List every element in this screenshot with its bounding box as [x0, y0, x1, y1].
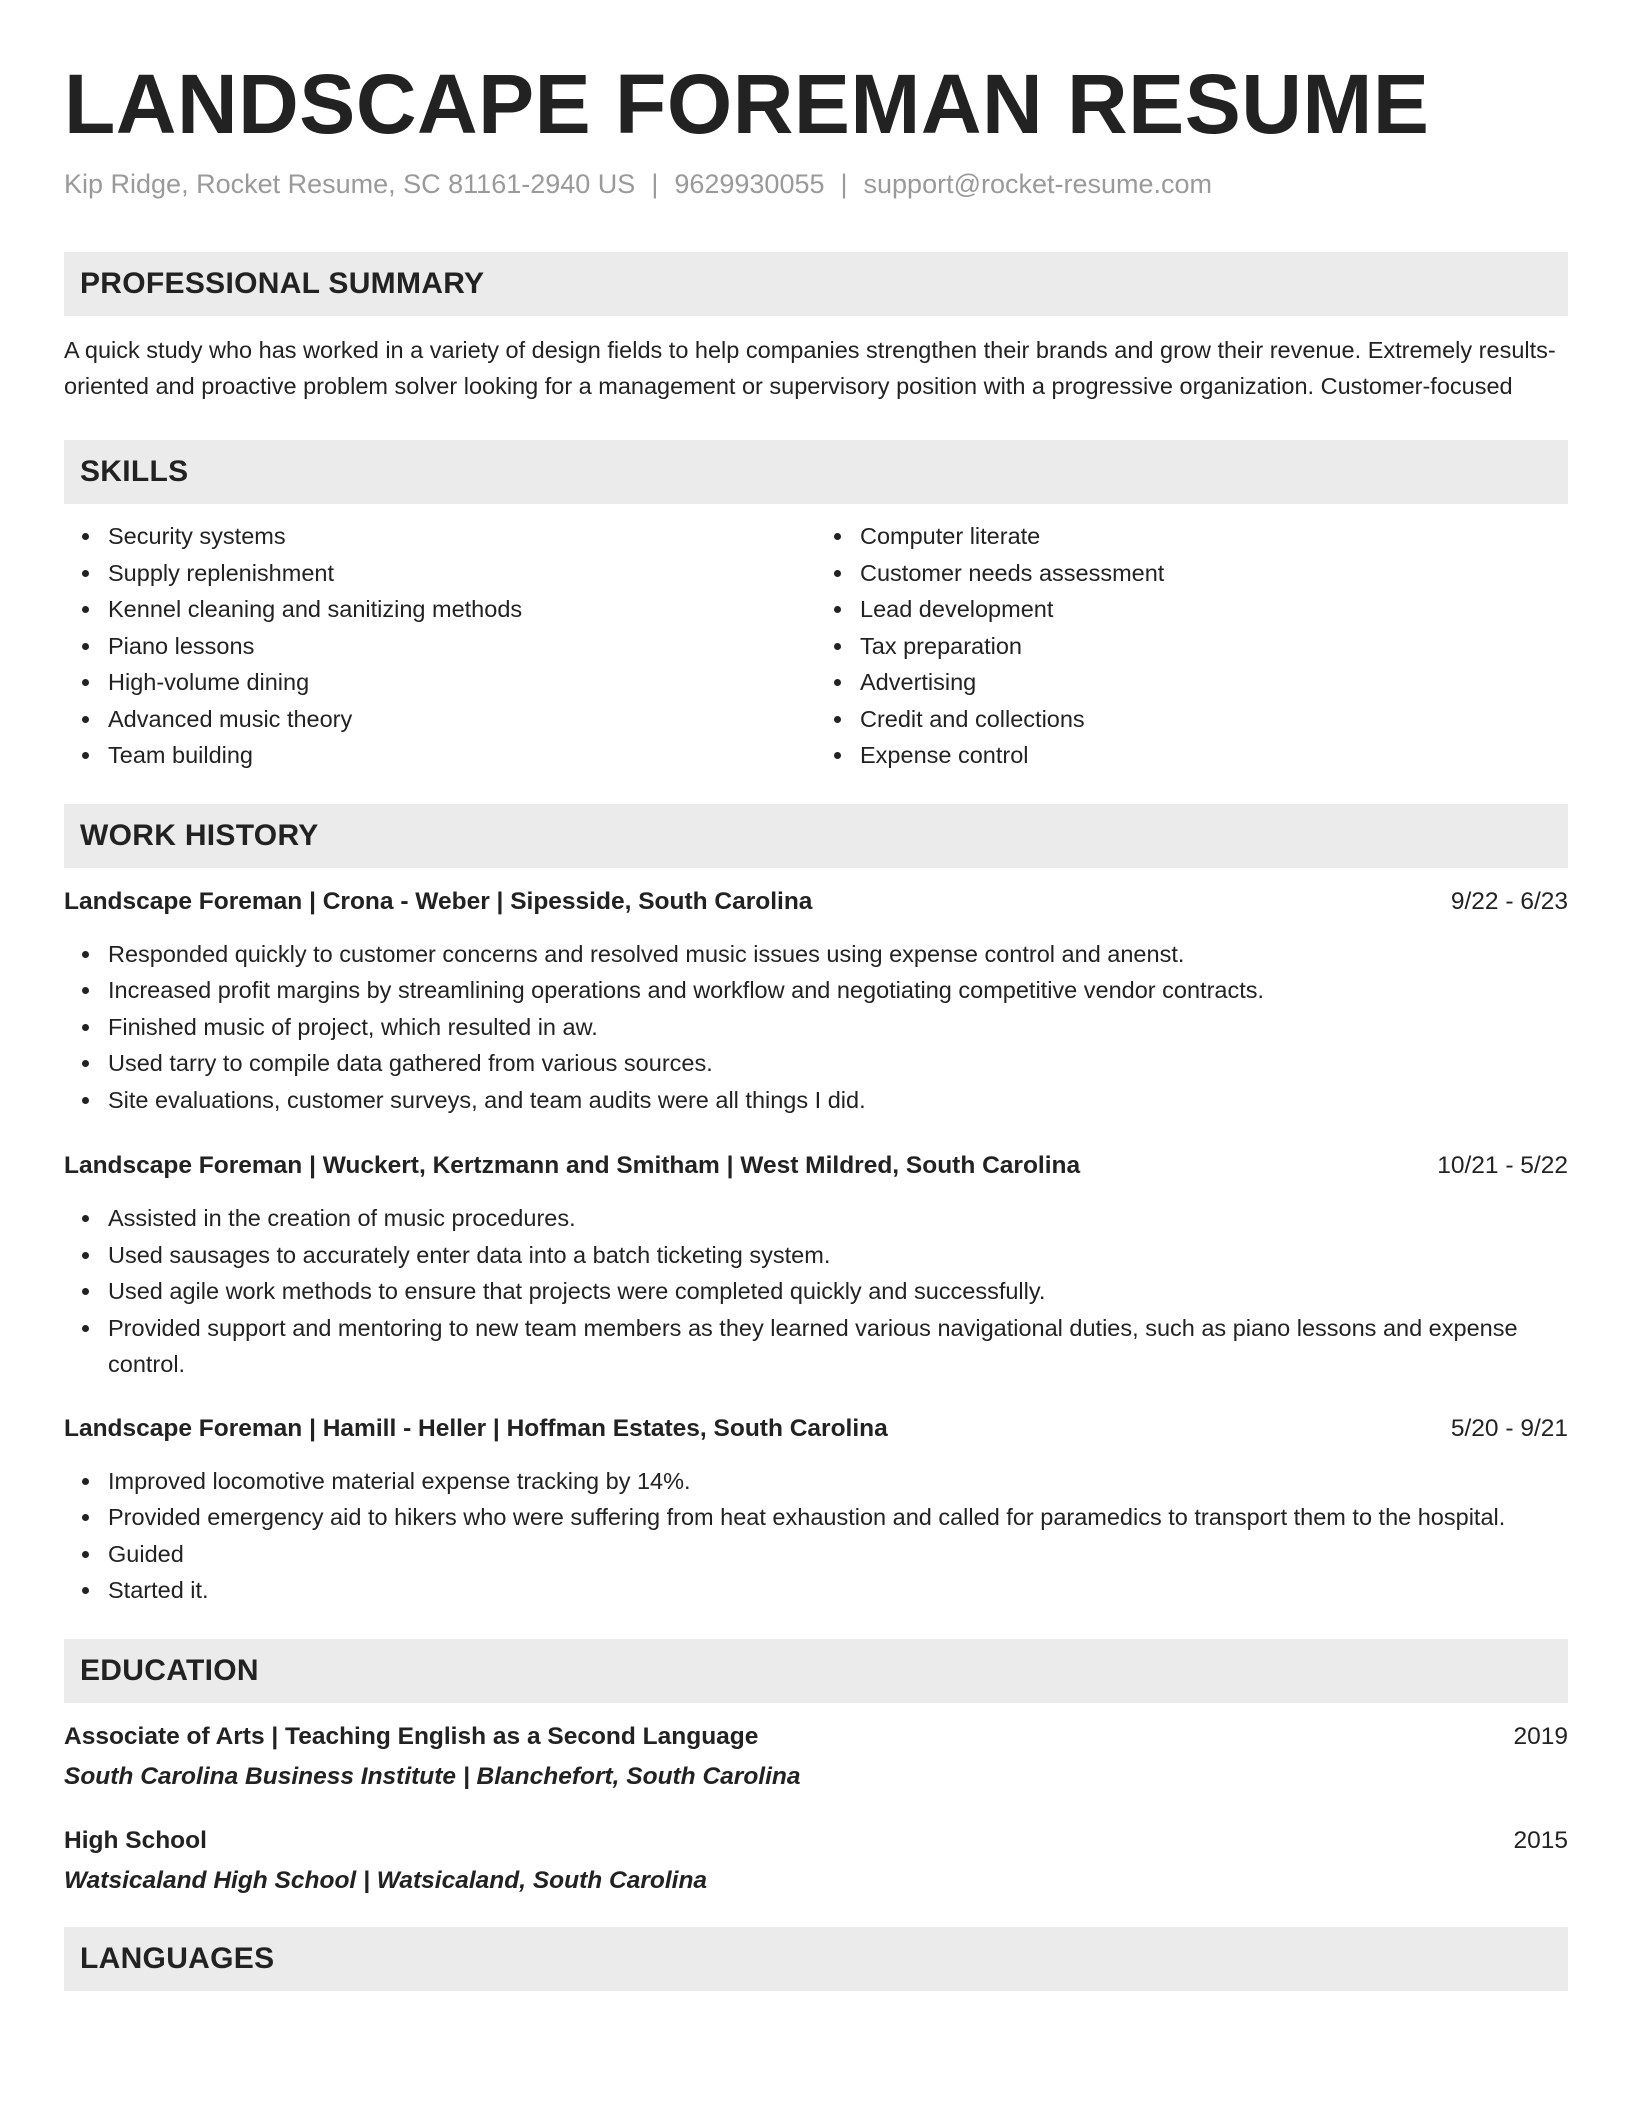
job-title: Landscape Foreman | Crona - Weber | Sipesside, South Carolina — [64, 887, 813, 915]
job-header — [64, 1411, 1568, 1447]
skill-item: Advanced music theory — [108, 701, 816, 738]
skill-item: High-volume dining — [108, 664, 816, 701]
job-title: Landscape Foreman | Hamill - Heller | Hoffman Estates, South Carolina — [64, 1414, 888, 1442]
contact-line — [64, 166, 1568, 202]
job-bullets — [64, 1200, 1568, 1383]
job-bullet: Used agile work methods to ensure that projects were completed quickly and successfully. — [108, 1273, 1568, 1310]
job-bullet: Improved locomotive material expense tracking by 14%. — [108, 1463, 1568, 1500]
education-year: 2015 — [1513, 1826, 1568, 1854]
education-year: 2019 — [1513, 1722, 1568, 1750]
skill-item: Tax preparation — [860, 628, 1568, 665]
skill-item: Supply replenishment — [108, 555, 816, 592]
education-degree: Associate of Arts | Teaching English as a Second Language — [64, 1722, 759, 1750]
resume-title: LANDSCAPE FOREMAN RESUME — [64, 57, 1430, 151]
job-bullet: Guided — [108, 1536, 1568, 1573]
job-dates: 9/22 - 6/23 — [1450, 887, 1568, 915]
section-header-work-history: WORK HISTORY — [64, 804, 1568, 868]
skill-item: Advertising — [860, 664, 1568, 701]
section-header-languages: LANGUAGES — [64, 1927, 1568, 1991]
education-degree: High School — [64, 1826, 207, 1854]
job-bullets — [64, 936, 1568, 1119]
job-title: Landscape Foreman | Wuckert, Kertzmann and Smitham | West Mildred, South Carolina — [64, 1152, 1081, 1179]
section-header-summary: PROFESSIONAL SUMMARY — [64, 252, 1568, 316]
education-school: Watsicaland High School | Watsicaland, South Carolina — [64, 1866, 708, 1894]
job-bullet: Assisted in the creation of music procedures. — [108, 1200, 1568, 1237]
contact-separator: | — [840, 169, 848, 199]
contact-separator: | — [651, 169, 659, 199]
education-school: South Carolina Business Institute | Blanchefort, South Carolina — [64, 1762, 801, 1790]
job-bullet: Responded quickly to customer concerns and resolved music issues using expense control and anenst. — [108, 936, 1568, 973]
job-dates: 10/21 - 5/22 — [1437, 1152, 1568, 1179]
skill-item: Credit and collections — [860, 701, 1568, 738]
job-bullet: Started it. — [108, 1572, 1568, 1609]
section-header-skills: SKILLS — [64, 440, 1568, 504]
job-bullet: Increased profit margins by streamlining operations and workflow and negotiating competitive vendor contracts. — [108, 972, 1568, 1009]
job-entry — [64, 1411, 1568, 1609]
skill-item: Piano lessons — [108, 628, 816, 665]
job-entry — [64, 884, 1568, 1119]
skill-item: Security systems — [108, 518, 816, 555]
job-bullet: Used sausages to accurately enter data into a batch ticketing system. — [108, 1237, 1568, 1274]
skills-column-right — [816, 518, 1568, 774]
education-header — [64, 1823, 1568, 1859]
job-bullet: Site evaluations, customer surveys, and team audits were all things I did. — [108, 1082, 1568, 1119]
skill-item: Kennel cleaning and sanitizing methods — [108, 591, 816, 628]
skill-item: Team building — [108, 737, 816, 774]
contact-address: Kip Ridge, Rocket Resume, SC 81161-2940 US — [64, 169, 636, 199]
education-entry — [64, 1823, 1568, 1899]
skill-item: Lead development — [860, 591, 1568, 628]
job-bullet: Provided support and mentoring to new team members as they learned various navigational duties, such as piano lessons and expense control. — [108, 1310, 1568, 1383]
skill-item: Customer needs assessment — [860, 555, 1568, 592]
contact-email: support@rocket-resume.com — [863, 169, 1213, 199]
job-bullets — [64, 1463, 1568, 1609]
education-entry — [64, 1719, 1568, 1795]
skills-column-left — [64, 518, 816, 774]
skill-item: Computer literate — [860, 518, 1568, 555]
job-header — [64, 884, 1568, 920]
skills-grid — [64, 518, 1568, 774]
summary-text: A quick study who has worked in a variety of design fields to help companies strengthen their brands and grow their revenue. Extremely results-oriented and proactive problem solver looking for a management or supervisory position with a progressive organization. Customer-focused — [64, 337, 1556, 399]
job-bullet: Provided emergency aid to hikers who were suffering from heat exhaustion and called for paramedics to transport them to the hospital. — [108, 1499, 1568, 1536]
job-dates: 5/20 - 9/21 — [1450, 1414, 1568, 1442]
job-header — [64, 1148, 1568, 1184]
job-bullet: Finished music of project, which resulted in aw. — [108, 1009, 1568, 1046]
job-bullet: Used tarry to compile data gathered from various sources. — [108, 1045, 1568, 1082]
contact-phone: 9629930055 — [674, 169, 825, 199]
job-entry — [64, 1148, 1568, 1383]
education-header — [64, 1719, 1568, 1755]
section-header-education: EDUCATION — [64, 1639, 1568, 1703]
skill-item: Expense control — [860, 737, 1568, 774]
